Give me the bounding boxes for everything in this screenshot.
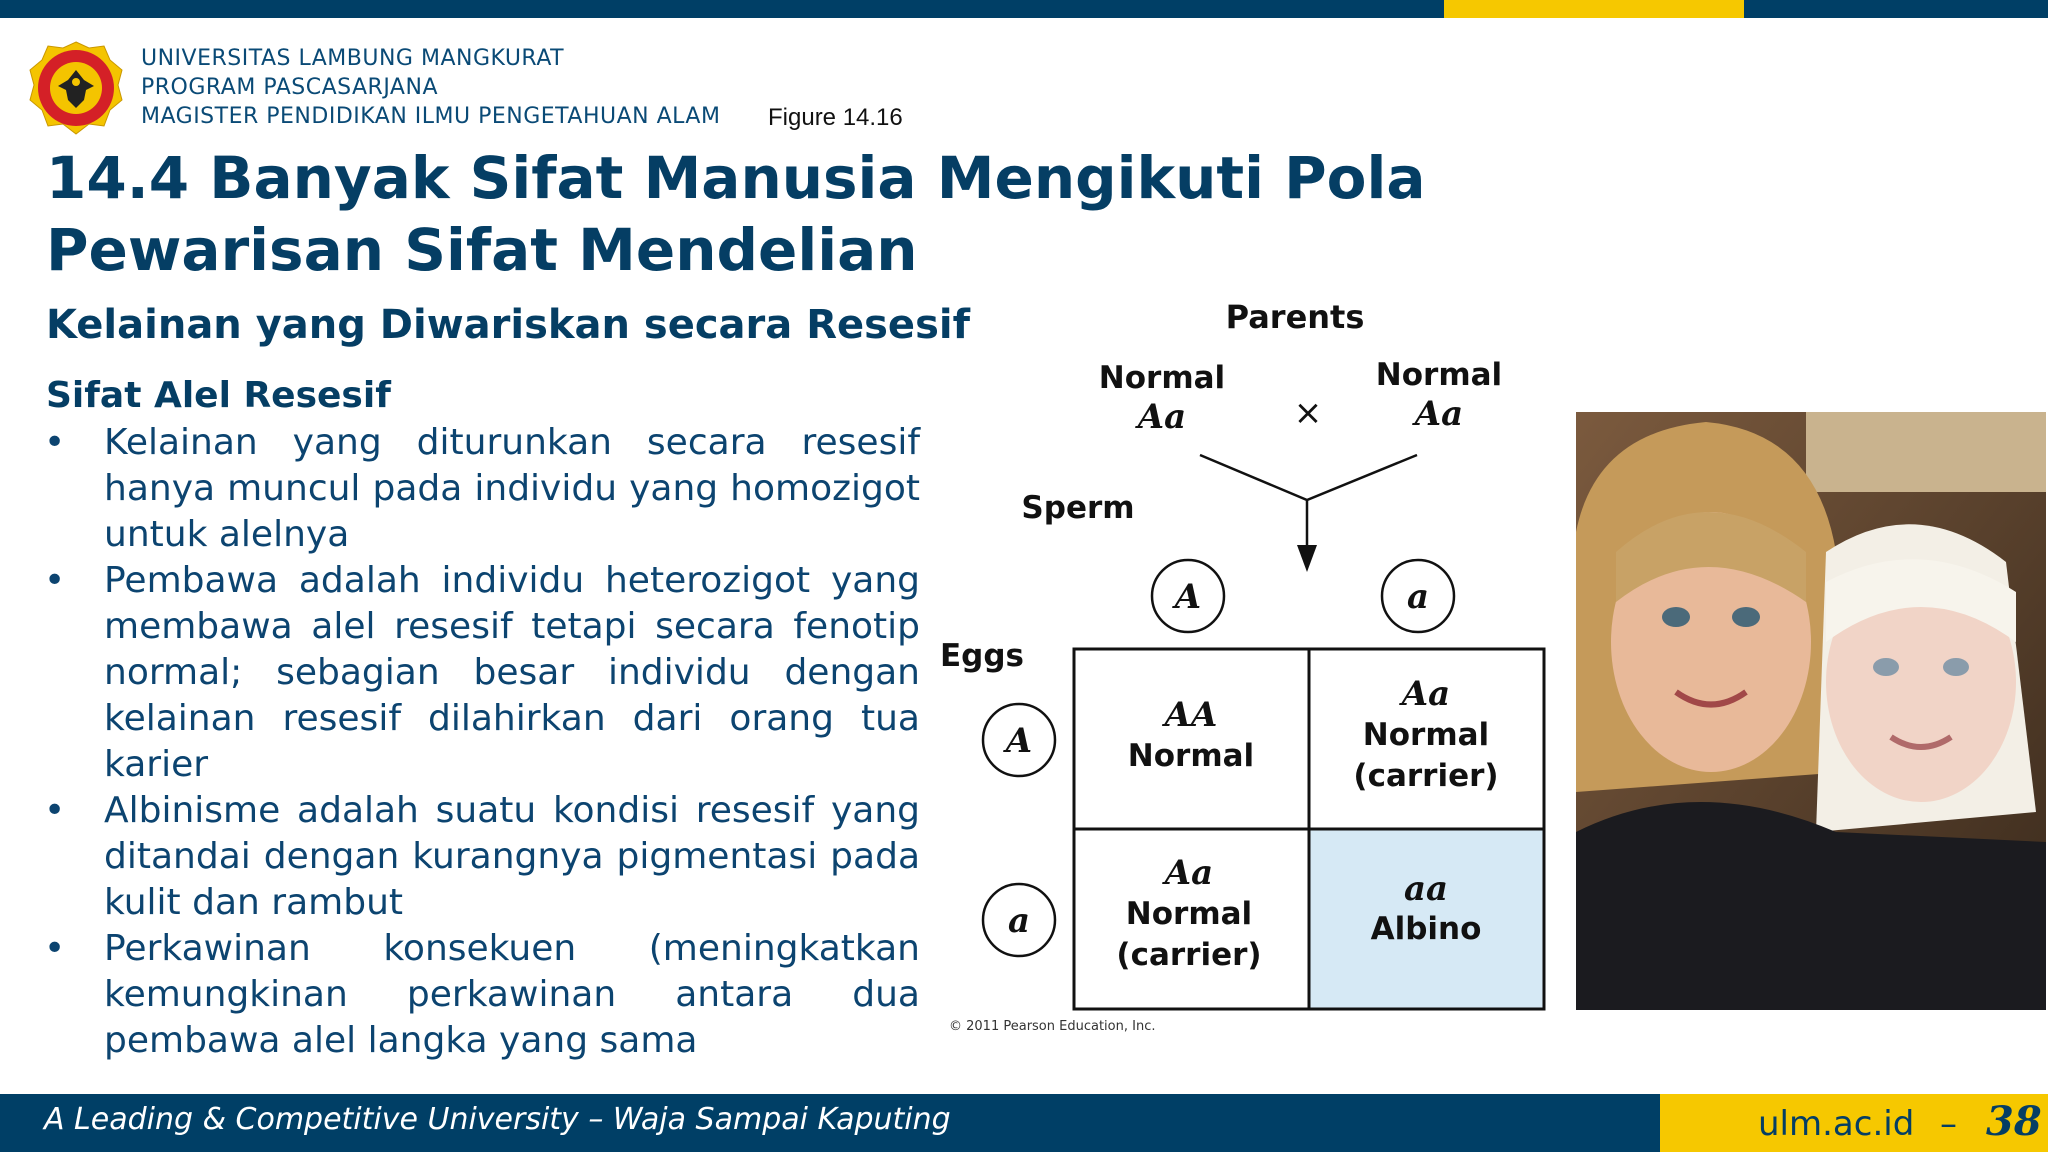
bullet-symbol: • bbox=[44, 790, 66, 831]
cell-Aa-bottom-genotype: Aa bbox=[1164, 853, 1214, 893]
bullet-text: Pembawa adalah individu heterozigot yang membawa alel resesif tetapi secara fenotip normal; sebagian besar individu dengan kelainan resesif dilahirkan dari orang tua karier bbox=[104, 560, 920, 785]
cell-Aa-bottom-carrier: (carrier) bbox=[1116, 937, 1262, 973]
figure-label: Figure 14.16 bbox=[768, 104, 903, 131]
bullet-symbol: • bbox=[44, 422, 66, 463]
copyright-note: © 2011 Pearson Education, Inc. bbox=[949, 1019, 1156, 1034]
cross-lines bbox=[1200, 455, 1417, 560]
cell-Aa-bottom-phenotype: Normal bbox=[1125, 896, 1253, 932]
parent-right-genotype: Aa bbox=[1414, 394, 1464, 434]
bullet-item bbox=[44, 420, 920, 558]
slide-title: 14.4 Banyak Sifat Manusia Mengikuti Pola Pewarisan Sifat Mendelian bbox=[46, 144, 1426, 284]
bullet-text: Kelainan yang diturunkan secara resesif hanya muncul pada individu yang homozigot untuk alelnya bbox=[104, 422, 920, 555]
institution-line: PROGRAM PASCASARJANA bbox=[141, 75, 438, 100]
bullet-text: Albinisme adalah suatu kondisi resesif yang ditandai dengan kurangnya pigmentasi pada kulit dan rambut bbox=[104, 790, 920, 923]
cell-Aa-top-carrier: (carrier) bbox=[1353, 758, 1499, 794]
footer-tagline: A Leading & Competitive University – Waja Sampai Kaputing bbox=[44, 1102, 951, 1137]
bullet-symbol: • bbox=[44, 560, 66, 601]
page-number: 38 bbox=[1986, 1098, 2042, 1145]
institution-line: MAGISTER PENDIDIKAN ILMU PENGETAHUAN ALAM bbox=[141, 104, 721, 129]
punnett-diagram bbox=[940, 290, 1560, 1040]
footer-website: ulm.ac.id bbox=[1758, 1104, 1915, 1144]
cell-Aa-top-genotype: Aa bbox=[1401, 674, 1451, 714]
parent-left-genotype: Aa bbox=[1137, 397, 1187, 437]
bullet-item bbox=[44, 558, 920, 788]
cell-Aa-top-phenotype: Normal bbox=[1362, 717, 1490, 753]
institution-block bbox=[141, 44, 720, 131]
section-heading: Sifat Alel Resesif bbox=[46, 375, 391, 416]
bullet-list bbox=[44, 420, 920, 1064]
bullet-symbol: • bbox=[44, 928, 66, 969]
top-bar-accent bbox=[1444, 0, 1744, 18]
arrow-head-icon bbox=[1297, 545, 1317, 572]
slide-subtitle: Kelainan yang Diwariskan secara Resesif bbox=[46, 302, 970, 348]
cell-aa-genotype: aa bbox=[1403, 869, 1449, 909]
egg-allele: A bbox=[1005, 721, 1033, 761]
sperm-allele: a bbox=[1406, 577, 1430, 617]
institution-line: UNIVERSITAS LAMBUNG MANGKURAT bbox=[141, 46, 565, 71]
cell-AA-genotype: AA bbox=[1164, 695, 1218, 735]
footer-bar bbox=[0, 1094, 2048, 1152]
parent-left-phenotype: Normal bbox=[1098, 360, 1226, 396]
bullet-text: Perkawinan konsekuen (meningkatkan kemungkinan perkawinan antara dua pembawa alel langka yang sama bbox=[104, 928, 920, 1061]
egg-allele: a bbox=[1007, 901, 1031, 941]
children-photo bbox=[1576, 412, 2046, 1010]
sperm-allele: A bbox=[1174, 577, 1202, 617]
footer-separator: – bbox=[1940, 1104, 1957, 1144]
cross-symbol: × bbox=[1293, 393, 1323, 433]
top-bar bbox=[0, 0, 2048, 18]
sperm-label: Sperm bbox=[1021, 490, 1135, 526]
eggs-label: Eggs bbox=[940, 638, 1025, 674]
cell-AA-phenotype: Normal bbox=[1127, 738, 1255, 774]
parents-label: Parents bbox=[1225, 298, 1365, 336]
bullet-item bbox=[44, 926, 920, 1064]
bullet-item bbox=[44, 788, 920, 926]
university-seal-logo bbox=[28, 40, 124, 136]
parent-right-phenotype: Normal bbox=[1375, 357, 1503, 393]
cell-aa-phenotype: Albino bbox=[1370, 911, 1482, 947]
